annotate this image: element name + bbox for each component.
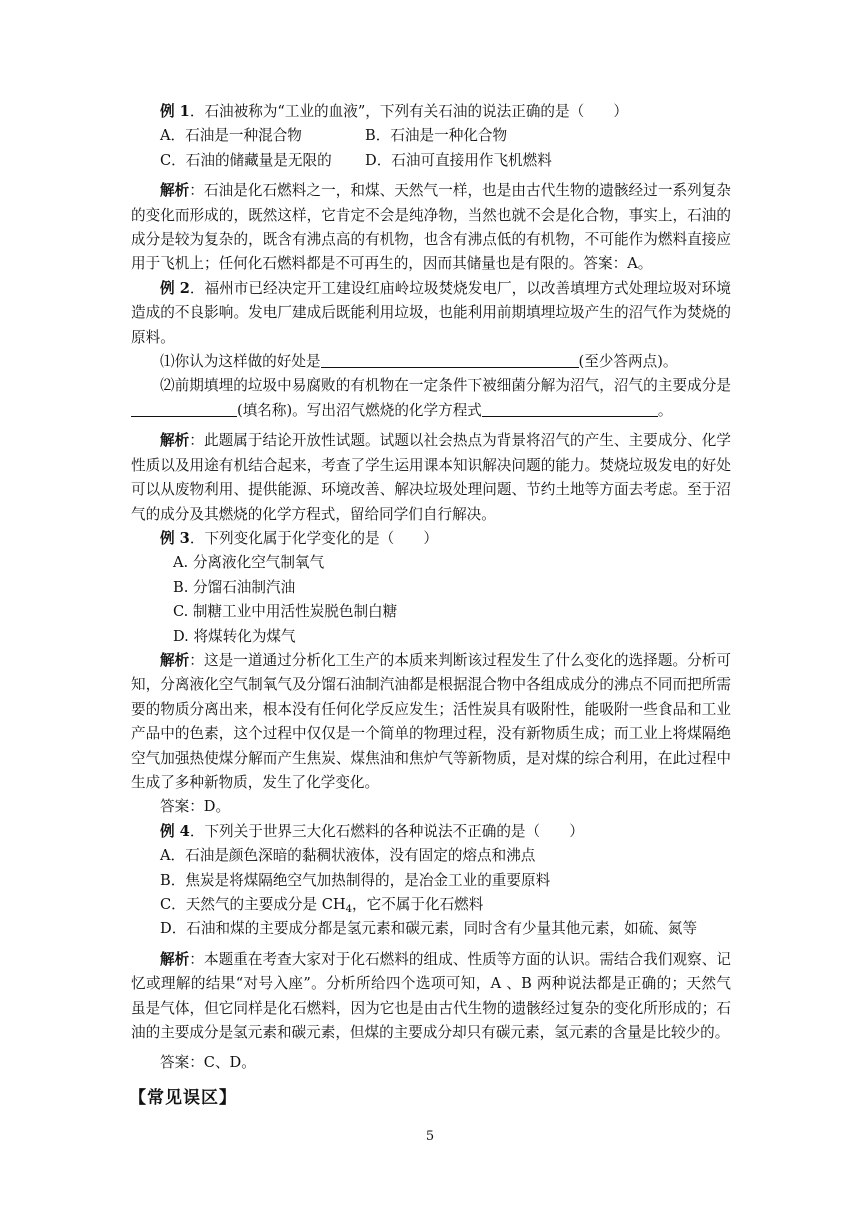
example-1-option-d: D．石油可直接用作飞机燃料 <box>365 151 552 169</box>
example-3-stem: ．下列变化属于化学变化的是（ ） <box>189 529 438 547</box>
example-3-option-d: D. 将煤转化为煤气 <box>173 627 296 645</box>
example-4-analysis-label: 解析 <box>160 950 190 968</box>
example-3-option-c: C. 制糖工业中用活性炭脱色制白糖 <box>173 603 398 621</box>
example-3-question <box>131 527 731 551</box>
example-3-analysis-text: ：这是一道通过分析化工生产的本质来判断该过程发生了什么变化的选择题。分析可知，分离液化空气制氧气及分馏石油制汽油都是根据混合物中各组成成分的沸点不同而把所需要的物质分离出来，根本没有任何化学反应发生；活性炭具有吸附性，能吸附一些食品和工业产品中的色素，这个过程中仅仅是一个简单的物理过程，没有新物质生成；而工业上将煤隔绝空气加强热使煤分解而产生焦炭、煤焦油和焦炉气等新物质，是对煤的综合利用，在此过程中生成了多种新物质，发生了化学变化。 <box>131 651 731 791</box>
example-2-stem: ．福州市已经决定开工建设红庙岭垃圾焚烧发电厂，以改善填埋方式处理垃圾对环境造成的不良影响。发电厂建成后既能利用垃圾，也能利用前期填埋垃圾产生的沼气作为焚烧的原料。 <box>131 279 731 346</box>
example-4-option-d: D．石油和煤的主要成分都是氢元素和碳元素，同时含有少量其他元素，如硫、氮等 <box>160 920 698 938</box>
example-1-options-row-2 <box>131 149 731 173</box>
answer-blank-2[interactable] <box>131 400 237 417</box>
example-1-stem: ．石油被称为“工业的血液”，下列有关石油的说法正确的是（ ） <box>189 103 628 120</box>
subscript-4: 4 <box>345 904 353 915</box>
example-1-option-b: B．石油是一种化合物 <box>365 127 508 145</box>
example-2-question <box>131 277 731 350</box>
example-4-analysis <box>131 948 731 1046</box>
example-4-option-b: B．焦炭是将煤隔绝空气加热制得的，是冶金工业的重要原料 <box>160 871 551 889</box>
example-4-option-c-rest: ，它不属于化石燃料 <box>352 896 484 913</box>
example-1-options-row-1 <box>131 124 731 148</box>
example-4-option-c <box>131 893 731 917</box>
example-4-analysis-text: ：本题重在考查大家对于化石燃料的组成、性质等方面的认识。需结合我们观察、记忆或理解的结果“对号入座”。分析所给四个选项可知，A 、B 两种说法都是正确的；天然气虽是气体，但它同样是化石燃料，因为它也是由古代生物的遗骸经过复杂的变化所形成的；石油的主要成分是氢元素和碳元素，但煤的主要成分却只有碳元素，氢元素的含量是比较少的。 <box>131 950 731 1042</box>
example-3-answer: 答案：D。 <box>160 798 231 816</box>
example-4-option-a: A．石油是颜色深暗的黏稠状液体，没有固定的熔点和沸点 <box>160 847 536 865</box>
example-1-analysis <box>131 179 731 277</box>
example-4-label: 例 4 <box>160 822 190 840</box>
section-heading: 【常见误区】 <box>129 1087 237 1108</box>
example-3-label: 例 3 <box>160 529 190 547</box>
example-3-analysis <box>131 649 731 795</box>
example-2-q2-end: 。 <box>657 401 673 419</box>
example-1-option-c: C．石油的储藏量是无限的 <box>160 151 332 169</box>
example-2-label: 例 2 <box>160 279 190 297</box>
example-4-stem: ．下列关于世界三大化石燃料的各种说法不正确的是（ ） <box>189 822 584 840</box>
answer-blank-3[interactable] <box>482 400 658 417</box>
example-1-question <box>131 100 731 124</box>
example-3-analysis-label: 解析 <box>160 651 190 669</box>
example-1-analysis-text: ：石油是化石燃料之一，和煤、天然气一样，也是由古代生物的遗骸经过一系列复杂的变化而形成的，既然这样，它肯定不会是纯净物，当然也就不会是化合物，事实上，石油的成分是较为复杂的，既含有沸点高的有机物，也含有沸点低的有机物，不可能作为燃料直接应用于飞机上；任何化石燃料都是不可再生的，因而其储量也是有限的。答案：A。 <box>131 182 731 273</box>
example-2-q2-text: ⑵前期填埋的垃圾中易腐败的有机物在一定条件下被细菌分解为沼气，沼气的主要成分是 <box>160 377 731 395</box>
page-number: 5 <box>425 1129 435 1144</box>
example-2-q2-mid: (填名称)。写出沼气燃烧的化学方程式 <box>237 401 482 419</box>
example-2-analysis-text: ：此题属于结论开放性试题。试题以社会热点为背景将沼气的产生、主要成分、化学性质以及用途有机结合起来，考查了学生运用课本知识解决问题的能力。焚烧垃圾发电的好处可以从废物利用、提供能源、环境改善、解决垃圾处理问题、节约土地等方面去考虑。至于沼气的成分及其燃烧的化学方程式，留给同学们自行解决。 <box>131 432 731 523</box>
example-2-analysis-label: 解析 <box>160 432 190 450</box>
example-3-option-a: A. 分离液化空气制氧气 <box>173 554 325 572</box>
example-4-question <box>131 820 731 844</box>
example-2-subquestion-2 <box>131 374 731 423</box>
example-4-answer: 答案：C、D。 <box>160 1054 256 1072</box>
page-content <box>131 100 731 1110</box>
example-1-analysis-label: 解析 <box>160 182 190 200</box>
example-1-label: 例 1 <box>160 103 190 120</box>
answer-blank-1[interactable] <box>321 351 579 368</box>
example-2-subquestion-1 <box>131 350 731 374</box>
example-1-option-a: A．石油是一种混合物 <box>160 127 302 145</box>
example-2-q1-note: (至少答两点)。 <box>578 353 678 371</box>
example-2-analysis <box>131 429 731 527</box>
example-2-q1-text: ⑴你认为这样做的好处是 <box>160 353 321 371</box>
example-3-option-b: B. 分馏石油制汽油 <box>173 578 296 596</box>
example-4-option-c-text: C．天然气的主要成分是 CH <box>160 896 346 913</box>
